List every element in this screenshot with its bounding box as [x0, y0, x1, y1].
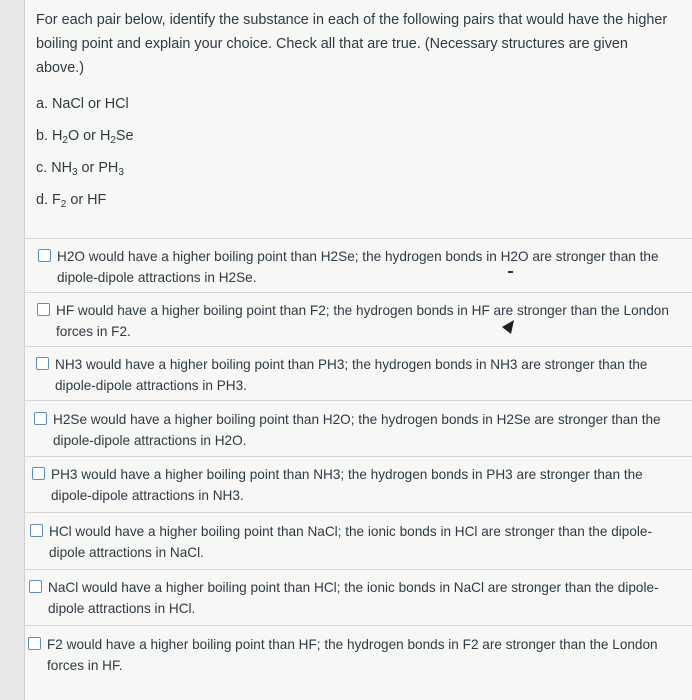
divider — [24, 292, 692, 293]
divider — [24, 569, 692, 570]
checkbox[interactable] — [28, 637, 41, 650]
divider — [24, 456, 692, 457]
option-label[interactable]: HF would have a higher boiling point than F2; the hydrogen bonds in HF are stronger than the London forces in F2. — [56, 303, 669, 339]
checkbox[interactable] — [36, 357, 49, 370]
checkbox[interactable] — [32, 467, 45, 480]
answer-option[interactable] — [34, 409, 674, 451]
divider — [24, 238, 692, 239]
checkbox[interactable] — [29, 580, 42, 593]
option-label[interactable]: F2 would have a higher boiling point than HF; the hydrogen bonds in F2 are stronger than the London forces in HF. — [47, 637, 658, 673]
answer-option[interactable] — [30, 521, 670, 563]
checkbox[interactable] — [37, 303, 50, 316]
pair-c: c. $NH_3$ or $PH_3$ — [36, 160, 124, 178]
divider — [24, 625, 692, 626]
divider — [24, 512, 692, 513]
answer-option[interactable] — [32, 464, 672, 506]
answer-option[interactable] — [29, 577, 669, 619]
pair-a: a. NaCl or HCl — [36, 96, 129, 112]
answer-option[interactable] — [37, 300, 677, 342]
divider — [24, 346, 692, 347]
checkbox[interactable] — [30, 524, 43, 537]
option-label[interactable]: H2Se would have a higher boiling point than H2O; the hydrogen bonds in H2Se are stronger than the dipole-dipole attractions in H2O. — [53, 412, 661, 448]
cursor-mark-icon — [508, 270, 514, 274]
option-label[interactable]: NaCl would have a higher boiling point than HCl; the ionic bonds in NaCl are stronger than the dipole-dipole attractions in HCl. — [48, 580, 659, 616]
pair-d: d. $F_2$ or HF — [36, 192, 107, 210]
option-label[interactable]: NH3 would have a higher boiling point than PH3; the hydrogen bonds in NH3 are stronger than the dipole-dipole attractions in PH3. — [55, 357, 648, 393]
answer-option[interactable] — [28, 634, 668, 676]
checkbox[interactable] — [38, 249, 51, 262]
option-label[interactable]: H2O would have a higher boiling point than H2Se; the hydrogen bonds in H2O are stronger than the dipole-dipole attractions in H2Se. — [57, 249, 659, 285]
pair-list — [36, 92, 134, 220]
checkbox[interactable] — [34, 412, 47, 425]
option-label[interactable]: HCl would have a higher boiling point than NaCl; the ionic bonds in HCl are stronger than the dipole-dipole attractions in NaCl. — [49, 524, 653, 560]
divider — [24, 400, 692, 401]
answer-option[interactable] — [38, 246, 678, 288]
answer-option[interactable] — [36, 354, 676, 396]
mouse-pointer-icon — [500, 318, 516, 336]
option-label[interactable]: PH3 would have a higher boiling point than NH3; the hydrogen bonds in PH3 are stronger than the dipole-dipole attractions in NH3. — [51, 467, 643, 503]
pair-b: b. $H_2O$ or $H_2Se$ — [36, 128, 134, 146]
question-text: For each pair below, identify the substance in each of the following pairs that would have the higher boiling point and explain your choice. Check all that are true. (Necessary structures are given above.) — [36, 12, 668, 76]
